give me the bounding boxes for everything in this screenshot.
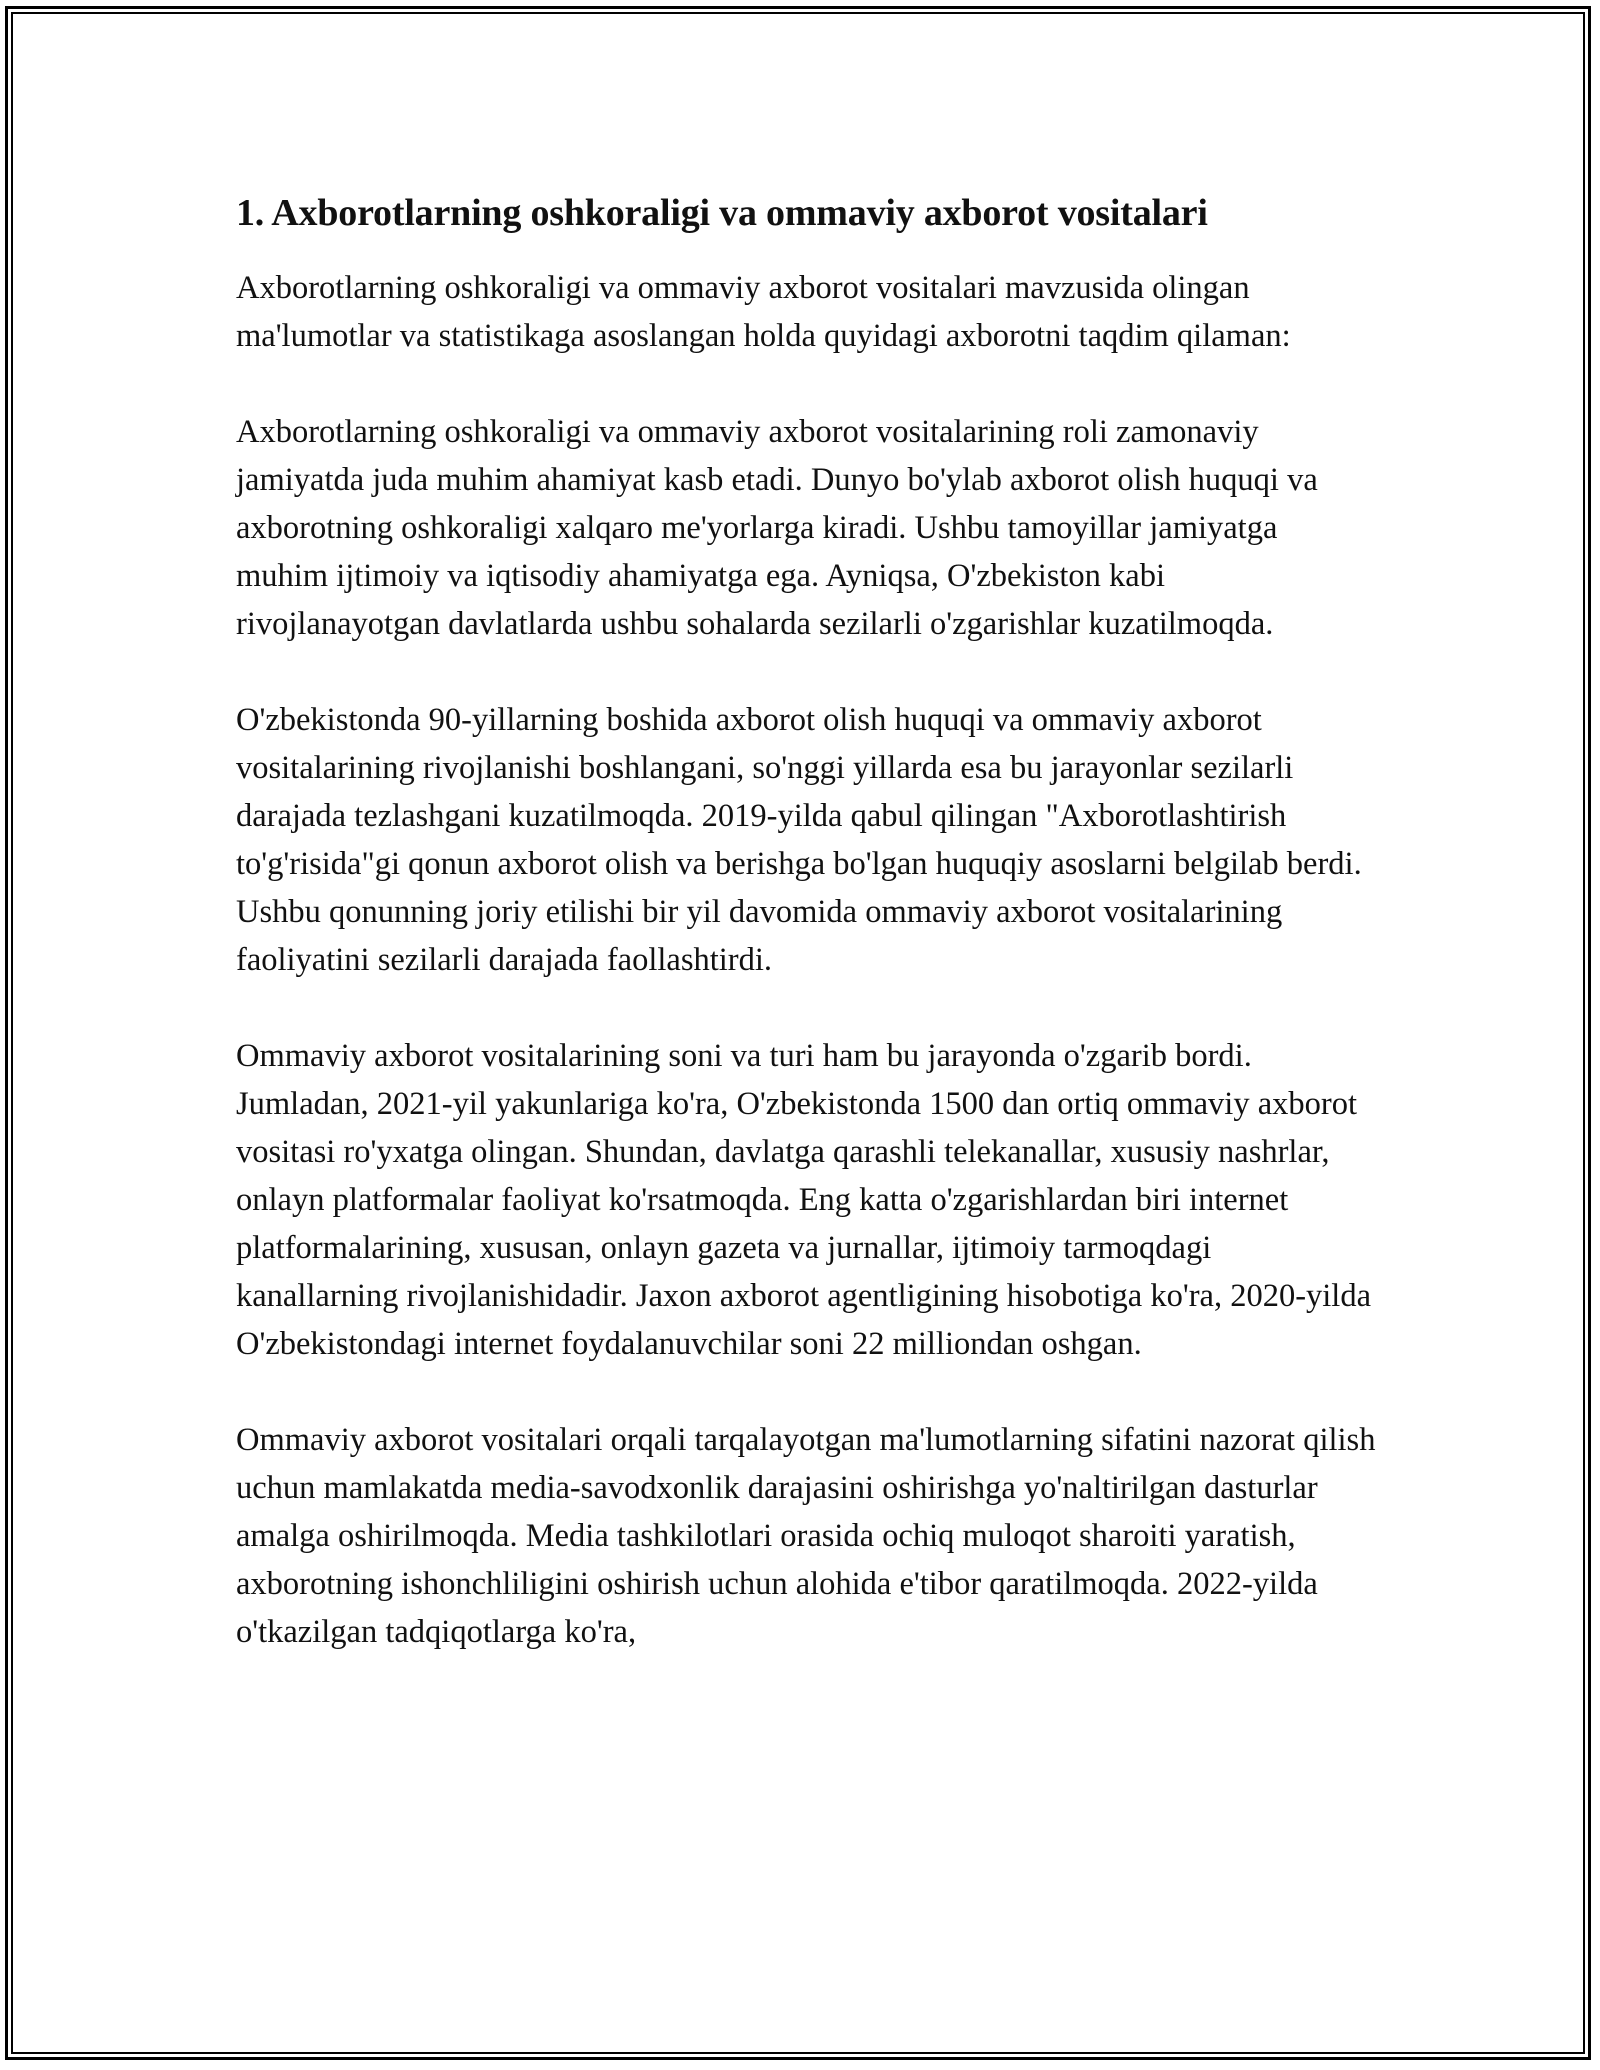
document-body <box>236 184 1376 1704</box>
paragraph-5: Ommaviy axborot vositalari orqali tarqalayotgan ma'lumotlarning sifatini nazorat qilish uchun mamlakatda media-savodxonlik darajasini oshirishga yo'naltirilgan dasturlar amalga oshirilmoqda. Media tashkilotlari orasida ochiq muloqot sharoiti yaratish, axborotning ishonchliligini oshirish uchun alohida e'tibor qaratilmoqda. 2022-yilda o'tkazilgan tadqiqotlarga ko'ra, <box>236 1422 1376 1650</box>
section-heading: 1. Axborotlarning oshkoraligi va ommaviy axborot vositalari <box>236 192 1208 234</box>
paragraph-2: Axborotlarning oshkoraligi va ommaviy axborot vositalarining roli zamonaviy jamiyatda juda muhim ahamiyat kasb etadi. Dunyo bo'ylab axborot olish huquqi va axborotning oshkoraligi xalqaro me'yorlarga kiradi. Ushbu tamoyillar jamiyatga muhim ijtimoiy va iqtisodiy ahamiyatga ega. Ayniqsa, O'zbekiston kabi rivojlanayotgan davlatlarda ushbu sohalarda sezilarli o'zgarishlar kuzatilmoqda. <box>236 414 1318 642</box>
paragraph-4: Ommaviy axborot vositalarining soni va turi ham bu jarayonda o'zgarib bordi. Jumladan, 2021-yil yakunlariga ko'ra, O'zbekistonda 1500 dan ortiq ommaviy axborot vositasi ro'yxatga olingan. Shundan, davlatga qarashli telekanallar, xususiy nashrlar, onlayn platformalar faoliyat ko'rsatmoqda. Eng katta o'zgarishlardan biri internet platformalarining, xususan, onlayn gazeta va jurnallar, ijtimoiy tarmoqdagi kanallarning rivojlanishidadir. Jaxon axborot agentligining hisobotiga ko'ra, 2020-yilda O'zbekistondagi internet foydalanuvchilar soni 22 milliondan oshgan. <box>236 1038 1372 1362</box>
paragraph-3: O'zbekistonda 90-yillarning boshida axborot olish huquqi va ommaviy axborot vositalarining rivojlanishi boshlangani, so'nggi yillarda esa bu jarayonlar sezilarli darajada tezlashgani kuzatilmoqda. 2019-yilda qabul qilingan "Axborotlashtirish to'g'risida"gi qonun axborot olish va berishga bo'lgan huquqiy asoslarni belgilab berdi. Ushbu qonunning joriy etilishi bir yil davomida ommaviy axborot vositalarining faoliyatini sezilarli darajada faollashtirdi. <box>236 702 1362 978</box>
paragraph-1: Axborotlarning oshkoraligi va ommaviy axborot vositalari mavzusida olingan ma'lumotlar va statistikaga asoslangan holda quyidagi axborotni taqdim qilaman: <box>236 270 1291 354</box>
